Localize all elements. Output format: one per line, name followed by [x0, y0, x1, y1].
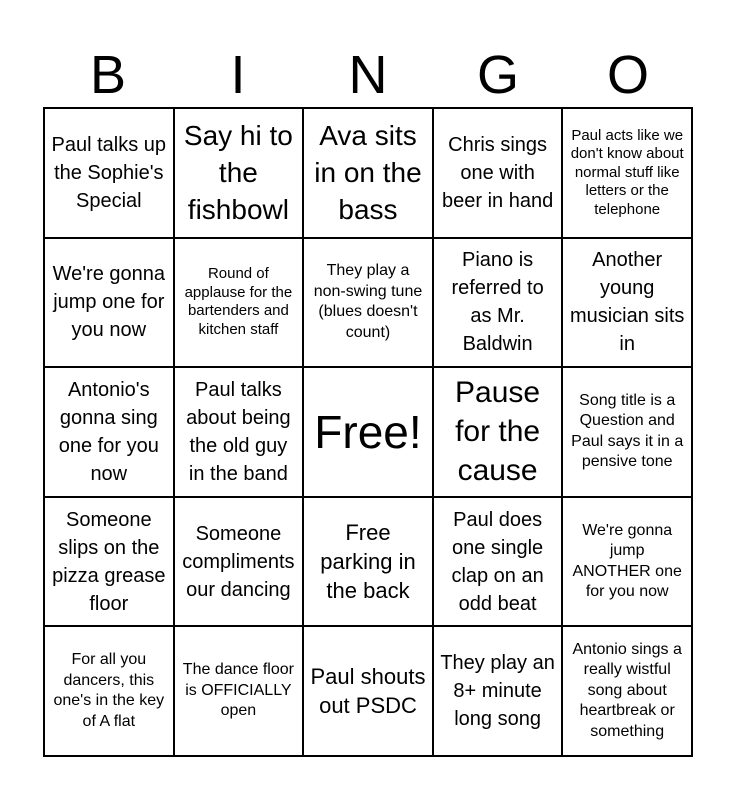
cell-text: Pause for the cause	[455, 376, 541, 488]
bingo-cell-15[interactable]	[562, 367, 692, 497]
bingo-cell-23[interactable]	[303, 626, 433, 756]
cell-text: Someone slips on the pizza grease floor	[52, 508, 166, 615]
bingo-cell-25[interactable]	[562, 626, 692, 756]
cell-text: Free!	[314, 405, 422, 458]
cell-text: Paul shouts out PSDC	[310, 664, 426, 719]
bingo-cell-11[interactable]	[44, 367, 174, 497]
cell-text: Another young musician sits in	[569, 249, 685, 356]
cell-text: Paul talks about being the old guy in the band	[186, 378, 291, 485]
cell-text: Say hi to the fishbowl	[183, 120, 293, 226]
header-letter-o: O	[606, 45, 649, 105]
cell-text: Round of applause for the bartenders and kitchen staff	[184, 265, 293, 338]
header-letter-g: G	[476, 45, 519, 105]
bingo-cell-16[interactable]	[44, 497, 174, 627]
bingo-cell-8[interactable]	[303, 238, 433, 368]
bingo-cell-2[interactable]	[174, 108, 304, 238]
header-letter-n: N	[348, 45, 388, 105]
cell-text: Antonio sings a really wistful song about heartbreak or something	[572, 640, 682, 740]
bingo-cell-6[interactable]	[44, 238, 174, 368]
cell-text: Piano is referred to as Mr. Baldwin	[451, 249, 544, 356]
cell-text: The dance floor is OFFICIALLY open	[182, 661, 294, 720]
cell-text: They play a non-swing tune (blues doesn't count)	[313, 262, 423, 341]
bingo-cell-20[interactable]	[562, 497, 692, 627]
cell-text: Paul talks up the Sophie's Special	[51, 133, 167, 212]
bingo-cell-1[interactable]	[44, 108, 174, 238]
cell-text: We're gonna jump ANOTHER one for you now	[572, 521, 682, 601]
bingo-grid	[43, 107, 693, 757]
bingo-cell-9[interactable]	[433, 238, 563, 368]
bingo-cell-17[interactable]	[174, 497, 304, 627]
bingo-cell-12[interactable]	[174, 367, 304, 497]
cell-text: Ava sits in on the bass	[314, 120, 422, 226]
bingo-cell-10[interactable]	[562, 238, 692, 368]
cell-text: Someone compliments our dancing	[182, 522, 295, 601]
cell-text: Free parking in the back	[320, 520, 416, 604]
bingo-cell-21[interactable]	[44, 626, 174, 756]
bingo-free-space[interactable]	[303, 367, 433, 497]
bingo-cell-5[interactable]	[562, 108, 692, 238]
bingo-cell-14[interactable]	[433, 367, 563, 497]
cell-text: They play an 8+ minute long song	[440, 652, 555, 731]
bingo-cell-22[interactable]	[174, 626, 304, 756]
bingo-header	[43, 44, 693, 106]
cell-text: Paul does one single clap on an odd beat	[451, 508, 544, 615]
bingo-cell-19[interactable]	[433, 497, 563, 627]
cell-text: For all you dancers, this one's in the key of A flat	[53, 651, 165, 730]
cell-text: Paul acts like we don't know about normal stuff like letters or the telephone	[570, 126, 684, 218]
cell-text: We're gonna jump one for you now	[52, 263, 165, 342]
bingo-cell-24[interactable]	[433, 626, 563, 756]
header-letter-b: B	[89, 45, 127, 105]
bingo-cell-4[interactable]	[433, 108, 563, 238]
bingo-cell-7[interactable]	[174, 238, 304, 368]
header-letter-i: I	[230, 45, 246, 105]
cell-text: Antonio's gonna sing one for you now	[58, 378, 159, 485]
bingo-cell-18[interactable]	[303, 497, 433, 627]
cell-text: Song title is a Question and Paul says it in a pensive tone	[571, 391, 684, 471]
cell-text: Chris sings one with beer in hand	[441, 133, 554, 212]
bingo-cell-3[interactable]	[303, 108, 433, 238]
